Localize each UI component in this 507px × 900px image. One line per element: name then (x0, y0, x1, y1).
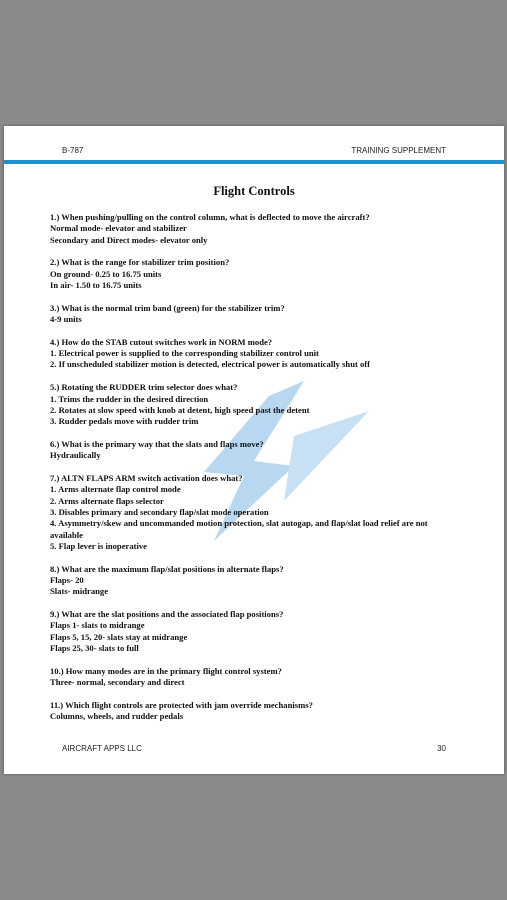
question-text: 5.) Rotating the RUDDER trim selector does what? (50, 382, 238, 393)
question-text: 6.) What is the primary way that the slats and flaps move? (50, 438, 264, 449)
answer-line: 1. Electrical power is supplied to the corresponding stabilizer control unit (50, 348, 319, 359)
qa-item (50, 609, 460, 654)
footer-publisher: AIRCRAFT APPS LLC (62, 744, 142, 753)
qa-item (50, 473, 460, 552)
question-text: 10.) How many modes are in the primary flight control system? (50, 665, 282, 676)
answer-line: Flaps 25, 30- slats to full (50, 642, 139, 653)
answer-line: 1. Arms alternate flap control mode (50, 484, 181, 495)
qa-list (50, 212, 460, 734)
answer-line: Three- normal, secondary and direct (50, 677, 185, 687)
page-header (4, 126, 504, 166)
answer-line: Hydraulically (50, 450, 101, 461)
header-rule (4, 160, 504, 164)
answer-line: Flaps 5, 15, 20- slats stay at midrange (50, 631, 188, 642)
question-text: 7.) ALTN FLAPS ARM switch activation does what? (50, 473, 243, 484)
qa-item (50, 337, 460, 371)
page-title: Flight Controls (213, 184, 295, 198)
question-text: 11.) Which flight controls are protected with jam override mechanisms? (50, 699, 313, 710)
question-text: 9.) What are the slat positions and the associated flap positions? (50, 609, 284, 620)
answer-line: Slats- midrange (50, 586, 109, 597)
header-aircraft-type: B-787 (62, 146, 84, 155)
question-text: 3.) What is the normal trim band (green) for the stabilizer trim? (50, 302, 285, 313)
question-text: 1.) When pushing/pulling on the control column, what is deflected to move the aircraft? (50, 212, 370, 222)
answer-line: 2. Arms alternate flaps selector (50, 495, 164, 506)
question-text: 8.) What are the maximum flap/slat positions in alternate flaps? (50, 563, 284, 574)
answer-line: Flaps 1- slats to midrange (50, 620, 145, 631)
qa-item (50, 303, 460, 326)
answer-line: Columns, wheels, and rudder pedals (50, 711, 184, 722)
page-number: 30 (437, 744, 446, 753)
answer-line: 2. Rotates at slow speed with knob at detent, high speed past the detent (50, 404, 310, 415)
answer-line: 4-9 units (50, 314, 82, 325)
answer-line: 5. Flap lever is inoperative (50, 540, 147, 551)
question-text: 2.) What is the range for stabilizer trim position? (50, 257, 230, 268)
answer-line: 2. If unscheduled stabilizer motion is detected, electrical power is automatically shut off (50, 359, 371, 370)
header-document-title: TRAINING SUPPLEMENT (351, 146, 446, 155)
qa-item (50, 564, 460, 598)
answer-line: 3. Rudder pedals move with rudder trim (50, 416, 199, 427)
qa-item (50, 212, 460, 246)
document-page (4, 126, 504, 774)
qa-item (50, 382, 460, 427)
qa-item (50, 257, 460, 291)
answer-line: 3. Disables primary and secondary flap/slat mode operation (50, 506, 269, 517)
answer-line: In air- 1.50 to 16.75 units (50, 279, 142, 290)
answer-line: Flaps- 20 (50, 574, 84, 585)
answer-line: On ground- 0.25 to 16.75 units (50, 268, 162, 279)
answer-line: Normal mode- elevator and stabilizer (50, 223, 187, 234)
question-text: 4.) How do the STAB cutout switches work in NORM mode? (50, 336, 273, 347)
answer-line: 4. Asymmetry/skew and uncommanded motion protection, slat autogap, and flap/slat load relief are not available (50, 518, 430, 540)
qa-item (50, 439, 460, 462)
answer-line: 1. Trims the rudder in the desired direction (50, 393, 209, 404)
qa-item (50, 666, 460, 689)
answer-line: Secondary and Direct modes- elevator only (50, 234, 208, 245)
qa-item (50, 700, 460, 723)
